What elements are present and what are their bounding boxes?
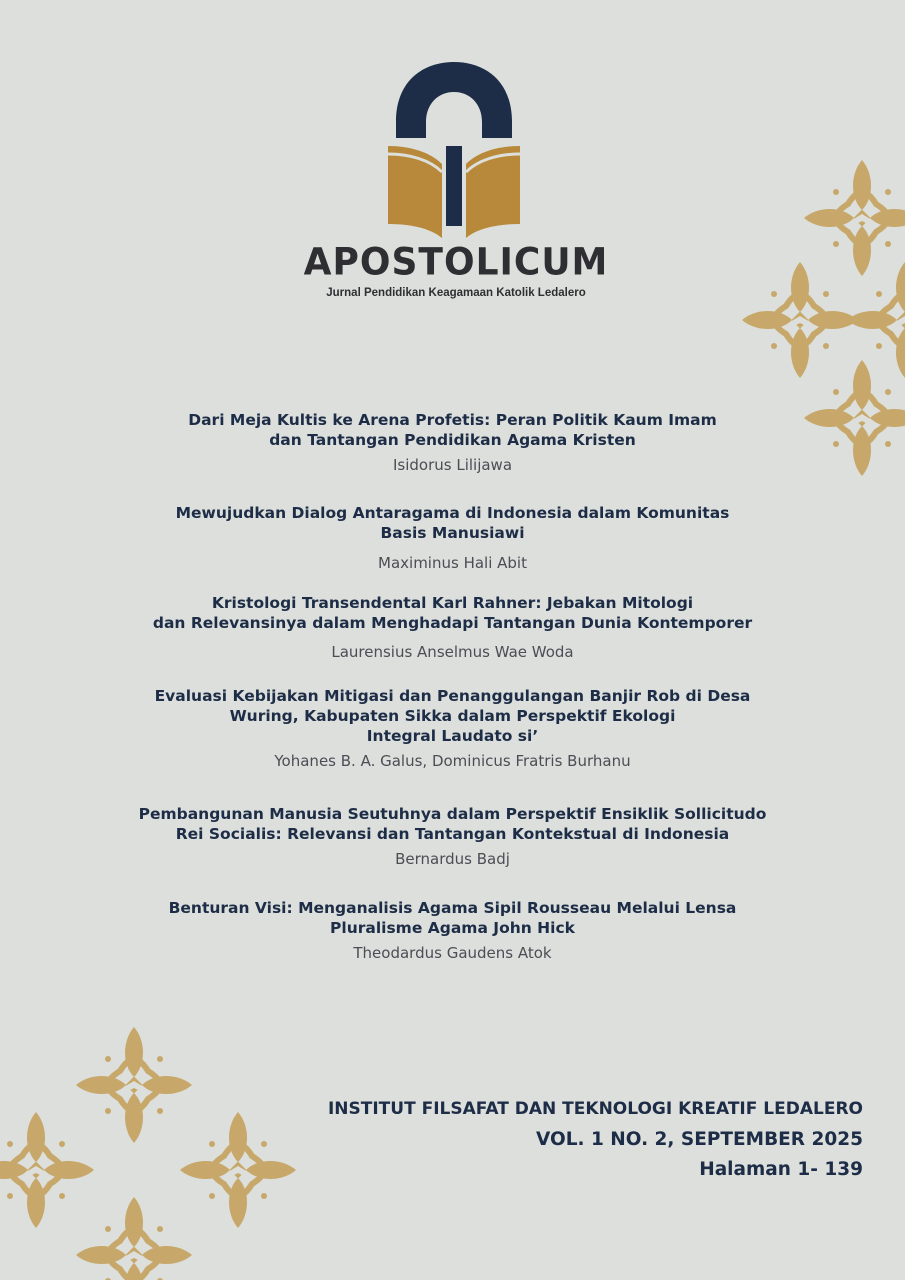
article-author: Laurensius Anselmus Wae Woda <box>331 643 574 661</box>
institution-name: INSTITUT FILSAFAT DAN TEKNOLOGI KREATIF LEDALERO <box>327 1099 863 1119</box>
journal-logo <box>0 0 905 320</box>
article-author: Isidorus Lilijawa <box>392 456 513 474</box>
article-item <box>120 686 785 771</box>
article-item <box>120 804 785 869</box>
article-item <box>120 593 785 662</box>
article-author: Maximinus Hali Abit <box>378 554 527 572</box>
issue-info <box>328 1097 863 1185</box>
article-author: Yohanes B. A. Galus, Dominicus Fratris Burhanu <box>274 752 631 770</box>
article-author: Theodardus Gaudens Atok <box>353 944 552 962</box>
article-title: Evaluasi Kebijakan Mitigasi dan Penanggulangan Banjir Rob di Desa Wuring, Kabupaten Sikka dalam Perspektif Ekologi Integral Laudato si’ <box>154 687 751 745</box>
article-title: Kristologi Transendental Karl Rahner: Jebakan Mitologi dan Relevansinya dalam Menghadapi Tantangan Dunia Kontemporer <box>152 594 753 632</box>
journal-subtitle: Jurnal Pendidikan Keagamaan Katolik Ledalero <box>326 287 586 299</box>
article-title: Dari Meja Kultis ke Arena Profetis: Peran Politik Kaum Imam dan Tantangan Pendidikan Agama Kristen <box>188 411 717 449</box>
article-title: Benturan Visi: Menganalisis Agama Sipil Rousseau Melalui Lensa Pluralisme Agama John Hick <box>168 899 737 937</box>
article-item <box>120 503 785 573</box>
article-author: Bernardus Badj <box>395 850 510 868</box>
article-item <box>120 898 785 963</box>
article-title: Mewujudkan Dialog Antaragama di Indonesia dalam Komunitas Basis Manusiawi <box>175 504 730 542</box>
article-item <box>120 410 785 475</box>
article-title: Pembangunan Manusia Seutuhnya dalam Perspektif Ensiklik Sollicitudo Rei Socialis: Relevansi dan Tantangan Kontekstual di Indonesia <box>138 805 767 843</box>
journal-name: APOSTOLICUM <box>303 240 609 285</box>
volume-info: VOL. 1 NO. 2, SEPTEMBER 2025 <box>535 1129 863 1150</box>
apostolicum-emblem-icon <box>384 60 524 240</box>
page-range: Halaman 1- 139 <box>699 1159 863 1180</box>
